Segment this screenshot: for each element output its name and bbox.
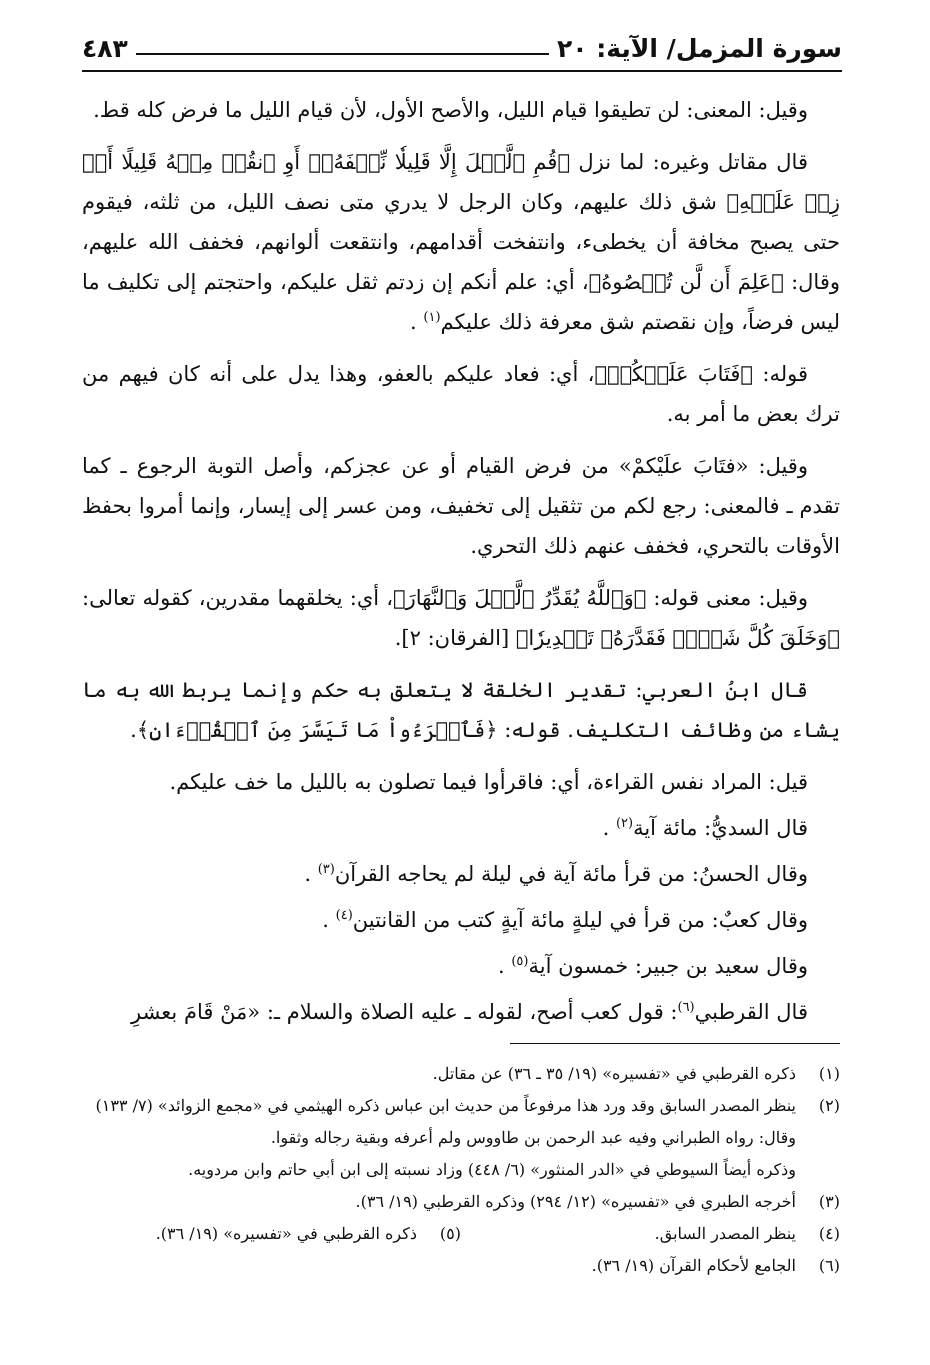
paragraph: قال مقاتل وغيره: لما نزل ﴿قُمِ ٱلَّيۡلَ إِلَّا قَلِيلٗا نِّصۡفَهُۥٓ أَوِ ٱنقُصۡ مِنۡهُ قَلِيلًا أَوۡ زِدۡ عَلَيۡهِ﴾ شق ذلك عليهم، وكان الرجل لا يدري متى نصف الليل، من ثلثه، فيقوم حتى يصبح مخافة أن يخطىء، وانتفخت أقدامهم، وانتقعت ألوانهم، فخفف الله عليهم، وقال: ﴿عَلِمَ أَن لَّن تُحۡصُوهُ﴾، أي: علم أنكم إن زدتم ثقل عليكم، واحتجتم إلى تكليف ما ليس فرضاً، وإن نقصتم شق معرفة ذلك عليكم$^{(١)}$ .: [82, 150, 840, 334]
footnote-text: ذكره القرطبي في «تفسيره» (١٩/ ٣٥ ـ ٣٦) عن مقاتل.: [432, 1064, 796, 1083]
list-item: وقال سعيد بن جبير: خمسون آية$^{(٥)}$ .: [497, 954, 808, 978]
footnotes: [82, 1058, 840, 1282]
paragraph: وقيل: المعنى: لن تطيقوا قيام الليل، والأصح الأول، لأن قيام الليل ما فرض كله قط.: [93, 98, 808, 122]
footnote-ref: (٦): [677, 1000, 695, 1015]
paragraph: قوله: ﴿فَتَابَ عَلَيۡكُمۡ﴾، أي: فعاد عليكم بالعفو، وهذا يدل على أنه كان فيهم من ترك بعض ما أمر به.: [82, 362, 840, 426]
footnote-ref: (٣): [317, 862, 335, 877]
footnote-number: (١): [818, 1064, 840, 1083]
footnote: [82, 1058, 840, 1090]
footnote-number: (٦): [818, 1256, 840, 1275]
paragraph: وقيل: «فتَابَ علَيْكمْ» من فرض القيام أو عن عجزكم، وأصل التوبة الرجوع ـ كما تقدم ـ فالمعنى: رجع لكم من تثقيل إلى تخفيف، ومن عسر إلى إيسار، وإنما أمروا بحفظ الأوقات بالتحري، فخفف عنهم ذلك التحري.: [82, 454, 840, 558]
paragraph: وقيل: معنى قوله: ﴿وَٱللَّهُ يُقَدِّرُ ٱلَّيۡلَ وَٱلنَّهَارَ﴾، أي: يخلقهما مقدرين، كقوله تعالى: ﴿وَخَلَقَ كُلَّ شَيۡءٖ فَقَدَّرَهُۥ تَقۡدِيرٗا﴾ [الفرقان: ٢].: [82, 586, 840, 650]
footnote-separator: [510, 1043, 840, 1044]
running-header: [82, 28, 842, 68]
footnote-number: (٥): [439, 1224, 461, 1243]
footnote: [82, 1090, 840, 1154]
footnote-number: (٢): [818, 1096, 840, 1115]
page-number: ٤٨٣: [82, 33, 128, 63]
header-rule: [136, 53, 549, 55]
list-item: وقال الحسنُ: من قرأ مائة آية في ليلة لم يحاجه القرآن$^{(٣)}$ .: [304, 862, 808, 886]
header-title: سورة المزمل/ الآية: ٢٠: [557, 33, 842, 63]
list-item: قال السديُّ: مائة آية$^{(٢)}$ .: [602, 816, 808, 840]
footnote-continuation: وذكره أيضاً السيوطي في «الدر المنثور» (٦/ ٤٤٨) وزاد نسبته إلى ابن أبي حاتم وابن مردويه.: [188, 1160, 796, 1179]
list-item: قيل: المراد نفس القراءة، أي: فاقرأوا فيما تصلون به بالليل ما خف عليكم.: [169, 770, 808, 794]
paragraph: قال القرطبي$^{(٦)}$: قول كعب أصح، لقوله ـ عليه الصلاة والسلام ـ: «مَنْ قَامَ بعشرِ: [130, 1000, 808, 1024]
main-text: [82, 90, 840, 1044]
header-underline: [82, 70, 842, 72]
footnote: [82, 1218, 461, 1250]
footnote-text: ينظر المصدر السابق.: [654, 1224, 796, 1243]
footnote-text: الجامع لأحكام القرآن (١٩/ ٣٦).: [591, 1256, 796, 1275]
list-item: وقال كعبٌ: من قرأ في ليلةٍ مائة آيةٍ كتب من القانتين$^{(٤)}$ .: [322, 908, 808, 932]
footnote-text: ذكره القرطبي في «تفسيره» (١٩/ ٣٦).: [155, 1224, 417, 1243]
footnote-text: ينظر المصدر السابق وقد ورد هذا مرفوعاً من حديث ابن عباس ذكره الهيثمي في «مجمع الزوائد» (٧/ ١٣٣) وقال: رواه الطبراني وفيه عبد الرحمن بن طاووس ولم أعرفه وبقية رجاله وثقوا.: [95, 1096, 796, 1147]
paragraph: قال ابنُ العربي: تقدير الخلقة لا يتعلق به حكم وإنما يربط الله به ما يشاء من وظائف التكليف. قوله: ﴿فَٱقۡرَءُواْ مَا تَيَسَّرَ مِنَ ٱلۡقُرۡءَانِ﴾.: [82, 678, 840, 742]
footnote: [461, 1218, 840, 1250]
footnote-ref: (٥): [511, 954, 529, 969]
footnote: [82, 1250, 840, 1282]
footnote-text: أخرجه الطبري في «تفسيره» (١٢/ ٢٩٤) وذكره القرطبي (١٩/ ٣٦).: [355, 1192, 796, 1211]
footnote: [82, 1186, 840, 1218]
footnote-ref: (١): [423, 310, 441, 325]
footnote-number: (٤): [818, 1224, 840, 1243]
footnote-row: [82, 1218, 840, 1250]
footnote-ref: (٢): [615, 816, 634, 831]
footnote-ref: (٤): [335, 908, 353, 923]
footnote-number: (٣): [818, 1192, 840, 1211]
